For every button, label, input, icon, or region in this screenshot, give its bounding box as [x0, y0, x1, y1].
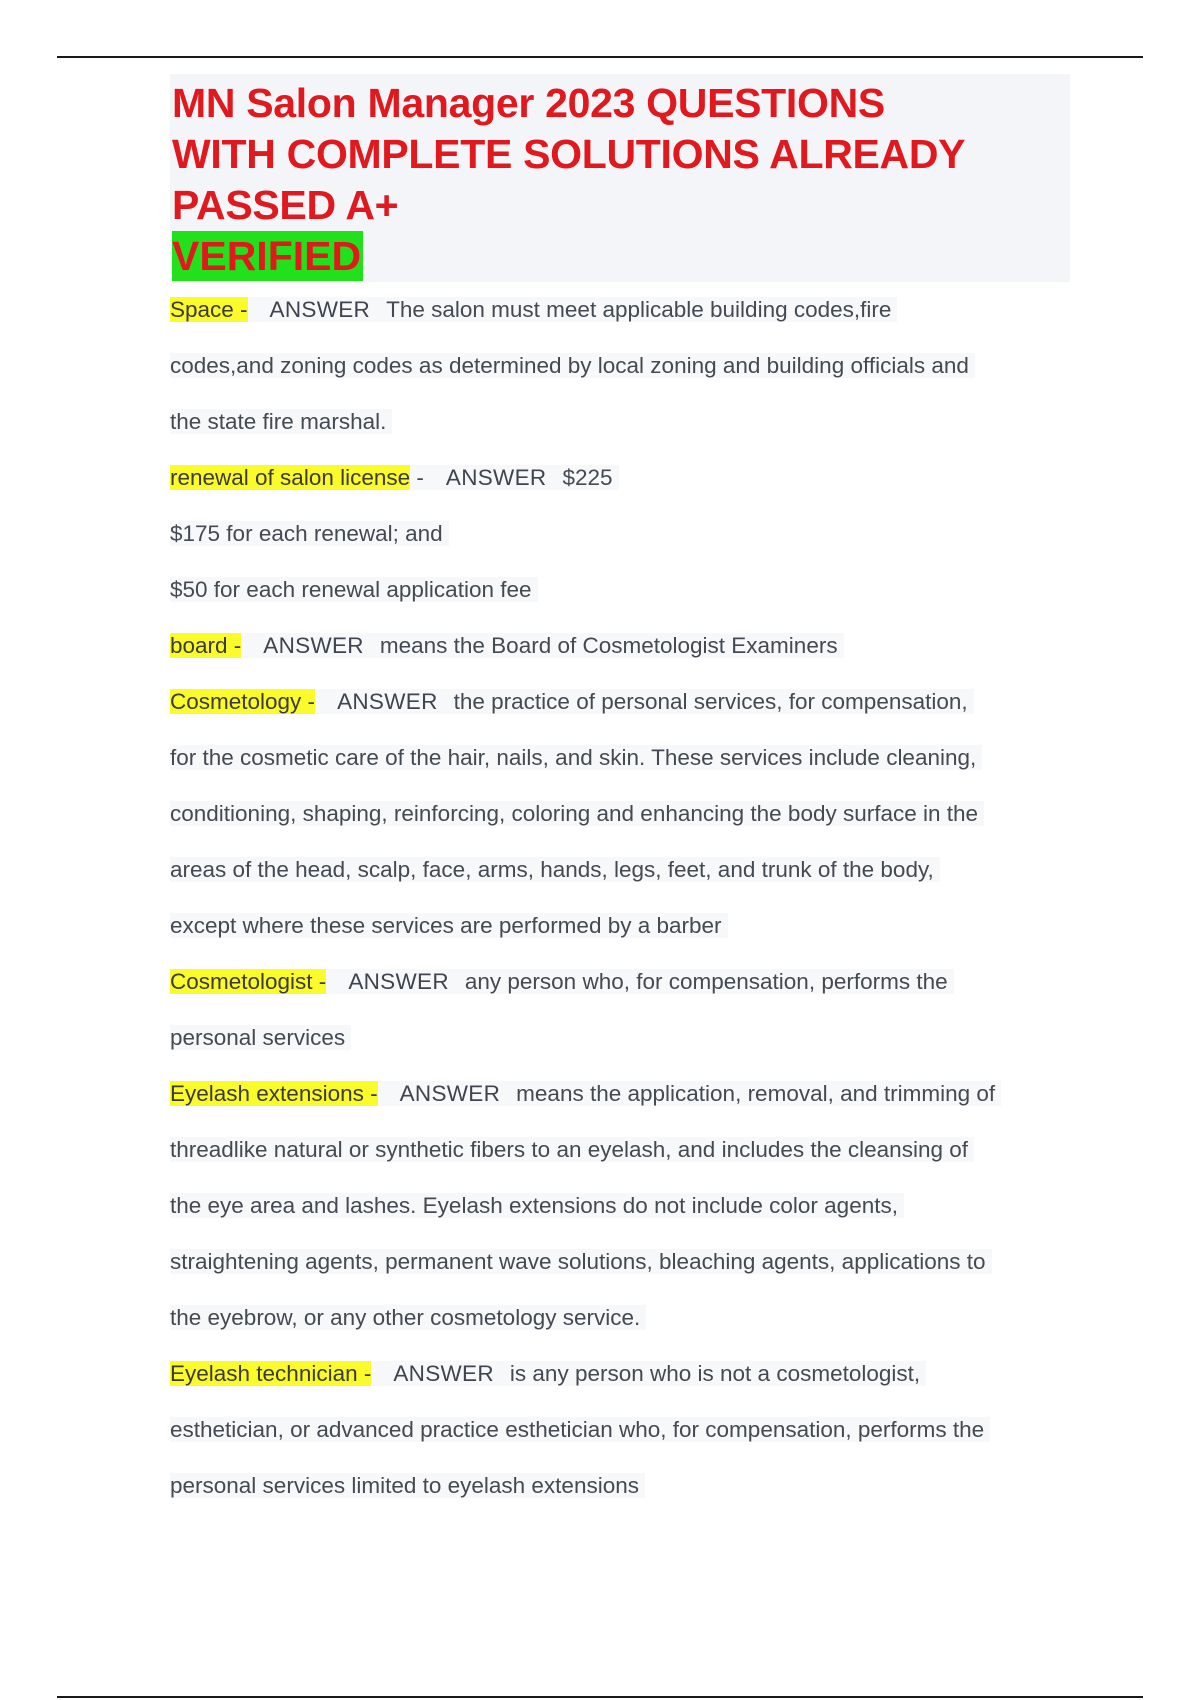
answer-label: ANSWER	[348, 969, 449, 994]
qa-answer-text: $175 for each renewal; and	[170, 521, 449, 546]
qa-answer-continuation	[170, 562, 1070, 618]
qa-answer-continuation	[170, 730, 1070, 786]
answer-label: ANSWER	[269, 297, 371, 322]
qa-answer-text: for the cosmetic care of the hair, nails, and skin. These services include cleaning,	[170, 745, 982, 770]
title-line-3: PASSED A+	[172, 182, 399, 228]
qa-answer-continuation	[170, 786, 1070, 842]
qa-entries	[170, 282, 1070, 1514]
answer-label: ANSWER	[263, 633, 364, 658]
qa-entry-row	[170, 465, 619, 490]
qa-answer-text: the eye area and lashes. Eyelash extensions do not include color agents,	[170, 1193, 904, 1218]
bottom-rule	[57, 1696, 1143, 1698]
qa-answer-continuation	[170, 898, 1070, 954]
qa-entry-first-line	[170, 618, 1070, 674]
qa-entry-row	[170, 1081, 1001, 1106]
qa-answer-continuation	[170, 1010, 1070, 1066]
qa-answer-text: areas of the head, scalp, face, arms, hands, legs, feet, and trunk of the body,	[170, 857, 940, 882]
qa-answer-text: the state fire marshal.	[170, 409, 392, 434]
qa-answer-text: $50 for each renewal application fee	[170, 577, 538, 602]
answer-label: ANSWER	[337, 689, 438, 714]
qa-answer-continuation	[170, 1178, 1070, 1234]
qa-entry-row	[170, 689, 974, 714]
qa-answer-text: means the application, removal, and trimming of	[516, 1081, 996, 1106]
qa-answer-text: except where these services are performed by a barber	[170, 913, 728, 938]
qa-entry-row	[170, 1361, 926, 1386]
qa-answer-text: $225	[562, 465, 613, 490]
qa-entry-row	[170, 633, 844, 658]
qa-answer-text: personal services limited to eyelash extensions	[170, 1473, 645, 1498]
qa-term: Space -	[170, 297, 248, 322]
qa-entry-first-line	[170, 1346, 1070, 1402]
qa-term: Cosmetologist -	[170, 969, 327, 994]
qa-answer-text: any person who, for compensation, performs the	[464, 969, 948, 994]
verified-badge: VERIFIED	[172, 233, 362, 279]
qa-answer-continuation	[170, 1122, 1070, 1178]
qa-term: board -	[170, 633, 242, 658]
qa-answer-continuation	[170, 506, 1070, 562]
qa-term: Eyelash technician -	[170, 1361, 372, 1386]
qa-answer-text: the eyebrow, or any other cosmetology service.	[170, 1305, 646, 1330]
qa-answer-text: means the Board of Cosmetologist Examiners	[379, 633, 838, 658]
qa-answer-text: esthetician, or advanced practice esthetician who, for compensation, performs the	[170, 1417, 990, 1442]
qa-answer-text: codes,and zoning codes as determined by local zoning and building officials and	[170, 353, 975, 378]
qa-answer-continuation	[170, 1234, 1070, 1290]
document-title	[170, 74, 1070, 282]
qa-answer-continuation	[170, 394, 1070, 450]
document-page	[170, 74, 1070, 1514]
qa-term: Cosmetology -	[170, 689, 316, 714]
answer-label: ANSWER	[393, 1361, 494, 1386]
qa-answer-continuation	[170, 1290, 1070, 1346]
qa-answer-text: personal services	[170, 1025, 351, 1050]
qa-entry-first-line	[170, 1066, 1070, 1122]
qa-entry-row	[170, 969, 954, 994]
qa-answer-continuation	[170, 338, 1070, 394]
qa-answer-continuation	[170, 842, 1070, 898]
qa-entry-row	[170, 297, 897, 322]
qa-answer-text: threadlike natural or synthetic fibers to an eyelash, and includes the cleansing of	[170, 1137, 974, 1162]
qa-answer-continuation	[170, 1458, 1070, 1514]
qa-answer-text: the practice of personal services, for compensation,	[453, 689, 968, 714]
title-line-2: WITH COMPLETE SOLUTIONS ALREADY	[172, 131, 966, 177]
title-line-1: MN Salon Manager 2023 QUESTIONS	[172, 80, 885, 126]
qa-answer-text: conditioning, shaping, reinforcing, coloring and enhancing the body surface in the	[170, 801, 984, 826]
qa-answer-text: is any person who is not a cosmetologist,	[509, 1361, 921, 1386]
qa-term: renewal of salon license	[170, 465, 411, 490]
qa-entry-first-line	[170, 450, 1070, 506]
qa-answer-text: straightening agents, permanent wave solutions, bleaching agents, applications to	[170, 1249, 992, 1274]
qa-entry-first-line	[170, 282, 1070, 338]
qa-answer-continuation	[170, 1402, 1070, 1458]
answer-label: ANSWER	[399, 1081, 501, 1106]
qa-entry-first-line	[170, 954, 1070, 1010]
answer-label: ANSWER	[445, 465, 547, 490]
qa-term-suffix: -	[410, 465, 424, 490]
qa-term: Eyelash extensions -	[170, 1081, 378, 1106]
qa-answer-text: The salon must meet applicable building codes,fire	[386, 297, 892, 322]
qa-entry-first-line	[170, 674, 1070, 730]
top-rule	[57, 56, 1143, 58]
